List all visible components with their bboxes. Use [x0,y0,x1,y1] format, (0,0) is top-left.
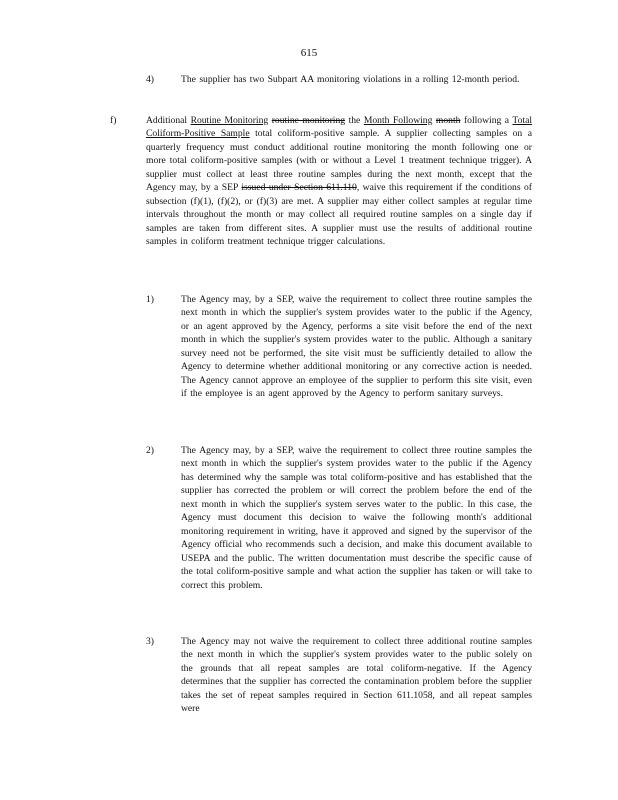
para-f-inserted-month-following: Month Following [363,115,433,126]
sub-2-marker: 2) [146,445,154,456]
para-f-seg-2: the [345,115,364,126]
para-f-deleted-routine-monitoring: routine monitoring [271,115,346,126]
item-4-text: The supplier has two Subpart AA monitoring violations in a rolling 12-month period. [181,74,520,85]
para-f-text [146,114,532,249]
para-f-deleted-section: issued under Section 611.110 [241,182,357,194]
sub-1-marker: 1) [146,294,154,305]
para-f-seg-3: following a [460,115,513,126]
para-f-marker: f) [110,115,117,126]
item-4-marker: 4) [146,74,154,85]
page-number: 615 [300,47,318,59]
sub-1-text: The Agency may, by a SEP, waive the requirement to collect three routine samples the next month in which the supplier's system provides water to the public if the Agency, or an agent approved by the Agency, performs a site visit before the end of the next month in which the supplier's system provides water to the public. Although a sanitary survey need not be performed, the site visit must be sufficiently detailed to allow the Agency to determine whether additional monitoring or any corrective action is needed. The Agency cannot approve an employee of the supplier to perform this site visit, even if the employee is an agent approved by the Agency to perform sanitary surveys. [181,294,532,400]
para-f-inserted-total-coliform: Total Coliform-Positive Sample [146,115,532,140]
sub-3-text: The Agency may not waive the requirement to collect three additional routine samples the next month in which the supplier's system provides water to the public solely on the grounds that all repeat samples are total coliform-negative. If the Agency determines that the supplier has corrected the contamination problem before the supplier takes the set of repeat samples required in Section 611.1058, and all repeat samples were [181,636,532,715]
para-f-deleted-month: month [435,115,461,126]
para-f-inserted-routine-monitoring: Routine Monitoring [190,115,269,126]
para-f-seg-4: total coliform-positive sample. A supplier collecting samples on a quarterly frequency must conduct additional routine monitoring the month following one or more total coliform-positive samples (with or without a Level 1 treatment technique trigger). A supplier must collect at least three routine samples during the next month, except that the Agency may, by a SEP [146,128,533,194]
para-f-seg-5: , waive this requirement if the conditions of subsection (f)(1), (f)(2), or (f)(3) are met. A supplier may either collect samples at regular time intervals throughout the month or may collect all required routine samples on a single day if samples are taken from different sites. A supplier must use the results of additional routine samples in coliform treatment technique trigger calculations. [146,182,532,248]
sub-3-marker: 3) [146,636,154,647]
para-f-seg-1: Additional [146,115,191,126]
sub-2-text: The Agency may, by a SEP, waive the requirement to collect three routine samples the next month in which the supplier's system provides water to the public if the Agency has determined why the sample was total coliform-positive and has established that the supplier has corrected the problem or will correct the problem before the end of the next month in which the supplier's system serves water to the public. In this case, the Agency must document this decision to waive the following month's additional monitoring requirement in writing, have it approved and signed by the supervisor of the Agency official who recommends such a decision, and make this document available to USEPA and the public. The written documentation must describe the specific cause of the total coliform-positive sample and what action the supplier has taken or will take to correct this problem. [181,445,532,591]
